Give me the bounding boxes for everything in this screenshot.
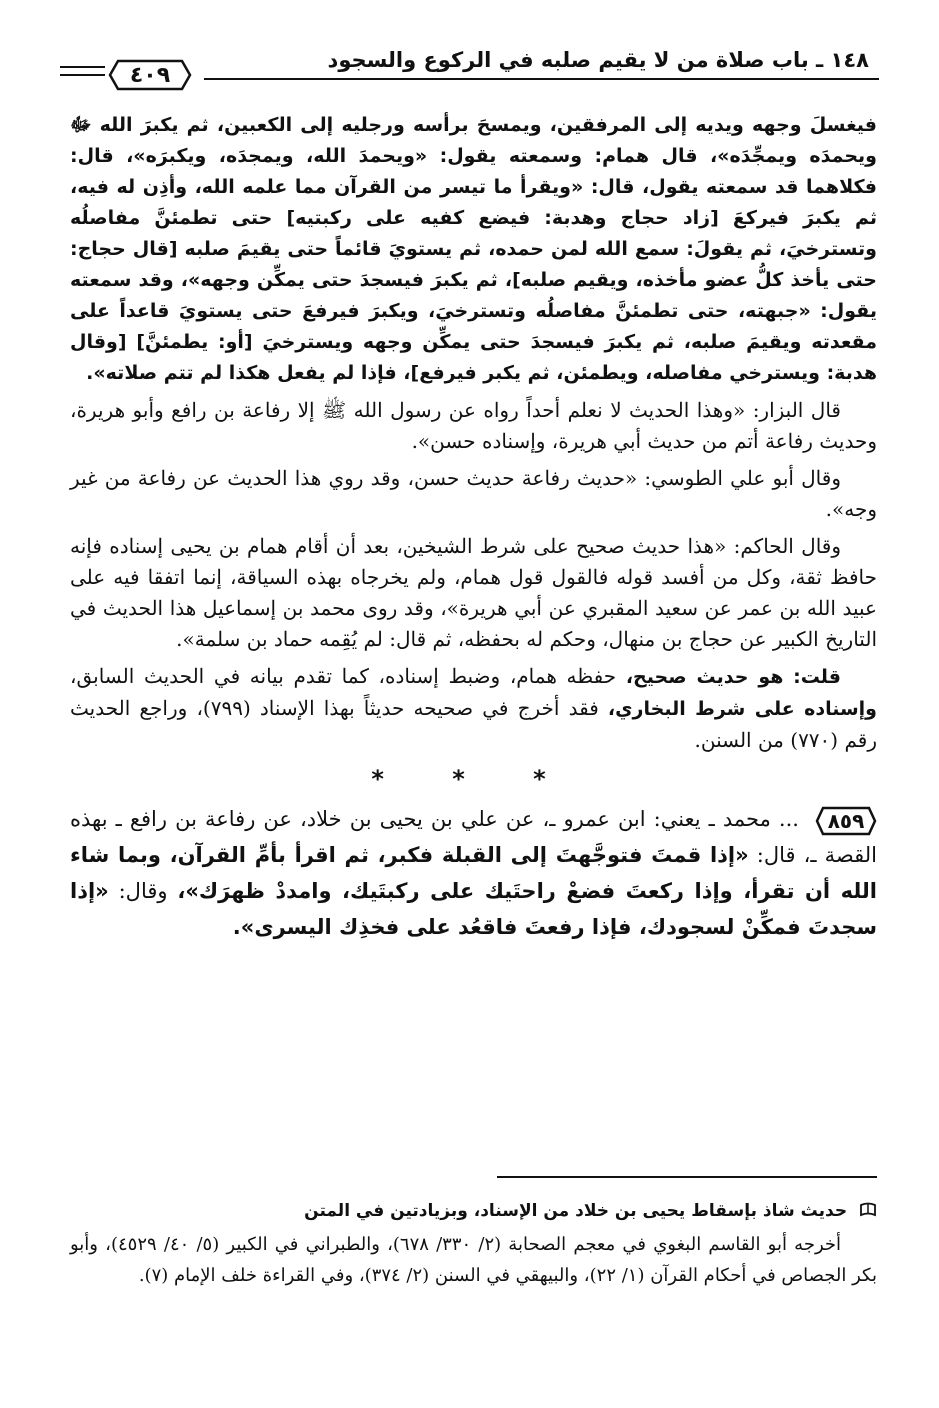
footnote-rule (497, 1176, 877, 1178)
footnote-body: أخرجه أبو القاسم البغوي في معجم الصحابة (٢/ ٣٣٠/ ٦٧٨)، والطبراني في الكبير (٥/ ٤٠/ ٤٥٢٩)، وأبو بكر الجصاص في أحكام القرآن (١/ ٢٢)، والبيهقي في السنن (٢/ ٣٧٤)، وفي القراءة خلف الإمام (٧). (70, 1234, 877, 1286)
hadith-number: ٨٥٩ (827, 808, 865, 833)
header-ornament-line (60, 74, 105, 76)
quote-tusi: وقال أبو علي الطوسي: «حديث رفاعة حديث حسن، وقد روي هذا الحديث عن رفاعة من غير وجه». (70, 466, 877, 521)
quote-bazzar: قال البزار: «وهذا الحديث لا نعلم أحداً رواه عن رسول الله ﷺ إلا رفاعة بن رافع وأبو هريرة، وحديث رفاعة أتم من حديث أبي هريرة، وإسناده حسن». (70, 398, 877, 453)
comment-lead: قلت: (793, 666, 842, 688)
comment-isnad: وإسناده على شرط البخاري، (607, 698, 877, 720)
page-number: ٤٠٩ (129, 62, 171, 88)
hadith-connector: وقال: (118, 879, 168, 903)
page-number-frame (108, 58, 192, 92)
section-separator: * * * (371, 765, 576, 793)
footnote-heading-text: حديث شاذ بإسقاط يحيى بن خلاد من الإسناد، وبزيادتين في المتن (304, 1201, 848, 1221)
footnote-heading (70, 1196, 877, 1227)
header-ornament-line (60, 66, 105, 68)
running-title: ١٤٨ ـ باب صلاة من لا يقيم صلبه في الركوع والسجود (327, 48, 869, 72)
book-icon (859, 1202, 877, 1218)
comment-text: حفظه همام، وضبط إسناده، كما تقدم بيانه في الحديث السابق، (70, 664, 617, 688)
page-header (60, 40, 879, 110)
author-comment (70, 661, 877, 756)
hadith-matn-1: «إذا قمتَ فتوجَّهتَ إلى القبلة فكبر، ثم اقرأ بأمِّ القرآن، وبما شاء الله أن تقرأ، وإذا ركعتَ فضعْ راحتَيك على ركبتَيك، وامددْ ظهرَك»، (70, 843, 877, 903)
hadith-number-frame (815, 806, 877, 836)
hadith-859 (70, 801, 877, 945)
comment-verdict: هو حديث صحيح، (625, 666, 784, 688)
hadith-intro: ... محمد ـ يعني: ابن عمرو ـ، عن علي بن يحيى بن خلاد، عن رفاعة بن رافع ـ بهذه القصة ـ، قال: (70, 807, 877, 867)
main-text (70, 110, 877, 951)
header-rule (204, 78, 879, 80)
comment-tail: فقد أخرج في صحيحه حديثاً بهذا الإسناد (٧٩٩)، وراجع الحديث رقم (٧٧٠) من السنن. (70, 696, 877, 752)
quote-hakim: وقال الحاكم: «هذا حديث صحيح على شرط الشيخين، بعد أن أقام همام بن يحيى إسناده فإنه حافظ ثقة، وكل من أفسد قوله فالقول قول همام، ولم يخرجاه بهذه السياقة، إنما اتفقا فيه على عبيد الله بن عمر عن سعيد المقبري عن أبي هريرة»، وقد روى محمد بن إسماعيل هذا الحديث في التاريخ الكبير عن حجاج بن منهال، وحكم له بحفظه، ثم قال: لم يُقِمه حماد بن سلمة». (70, 534, 877, 651)
hadith-matn-2: «إذا سجدتَ فمكِّنْ لسجودك، فإذا رفعتَ فاقعُد على فخذِك اليسرى». (70, 879, 877, 939)
footnote-section (70, 1196, 877, 1291)
hadith-continuation: فيغسلَ وجهه ويديه إلى المرفقين، ويمسحَ برأسه ورجليه إلى الكعبين، ثم يكبرَ الله ﷻ ويحمدَه ويمجِّدَه»، قال همام: وسمعته يقول: «ويحمدَ الله، ويمجدَه، ويكبرَه»، قال: فكلاهما قد سمعته يقول، قال: «ويقرأ ما تيسر من القرآن مما علمه الله، وأذِن له فيه، ثم يكبرَ فيركعَ [زاد حجاج وهدبة: فيضع كفيه على ركبتيه] حتى تطمئنَّ مفاصلُه وتسترخيَ، ثم يقولَ: سمع الله لمن حمده، ثم يستويَ قائماً حتى يقيمَ صلبه [قال حجاج: حتى يأخذ كلُّ عضو مأخذه، ويقيم صلبه]، ثم يكبرَ فيسجدَ حتى يمكِّن وجهه»، وقد سمعته يقول: «جبهته، حتى تطمئنَّ مفاصلُه وتسترخيَ، ويكبرَ فيرفعَ حتى يستويَ قاعداً على مقعدته ويقيمَ صلبه، ثم يكبرَ فيسجدَ حتى يمكِّن وجهه ويسترخيَ [أو: يطمئنَّ] [وقال هدبة: ويسترخي مفاصله، ويطمئن، ثم يكبر فيرفع]، فإذا لم يفعل هكذا لم تتم صلاته». (70, 114, 877, 384)
